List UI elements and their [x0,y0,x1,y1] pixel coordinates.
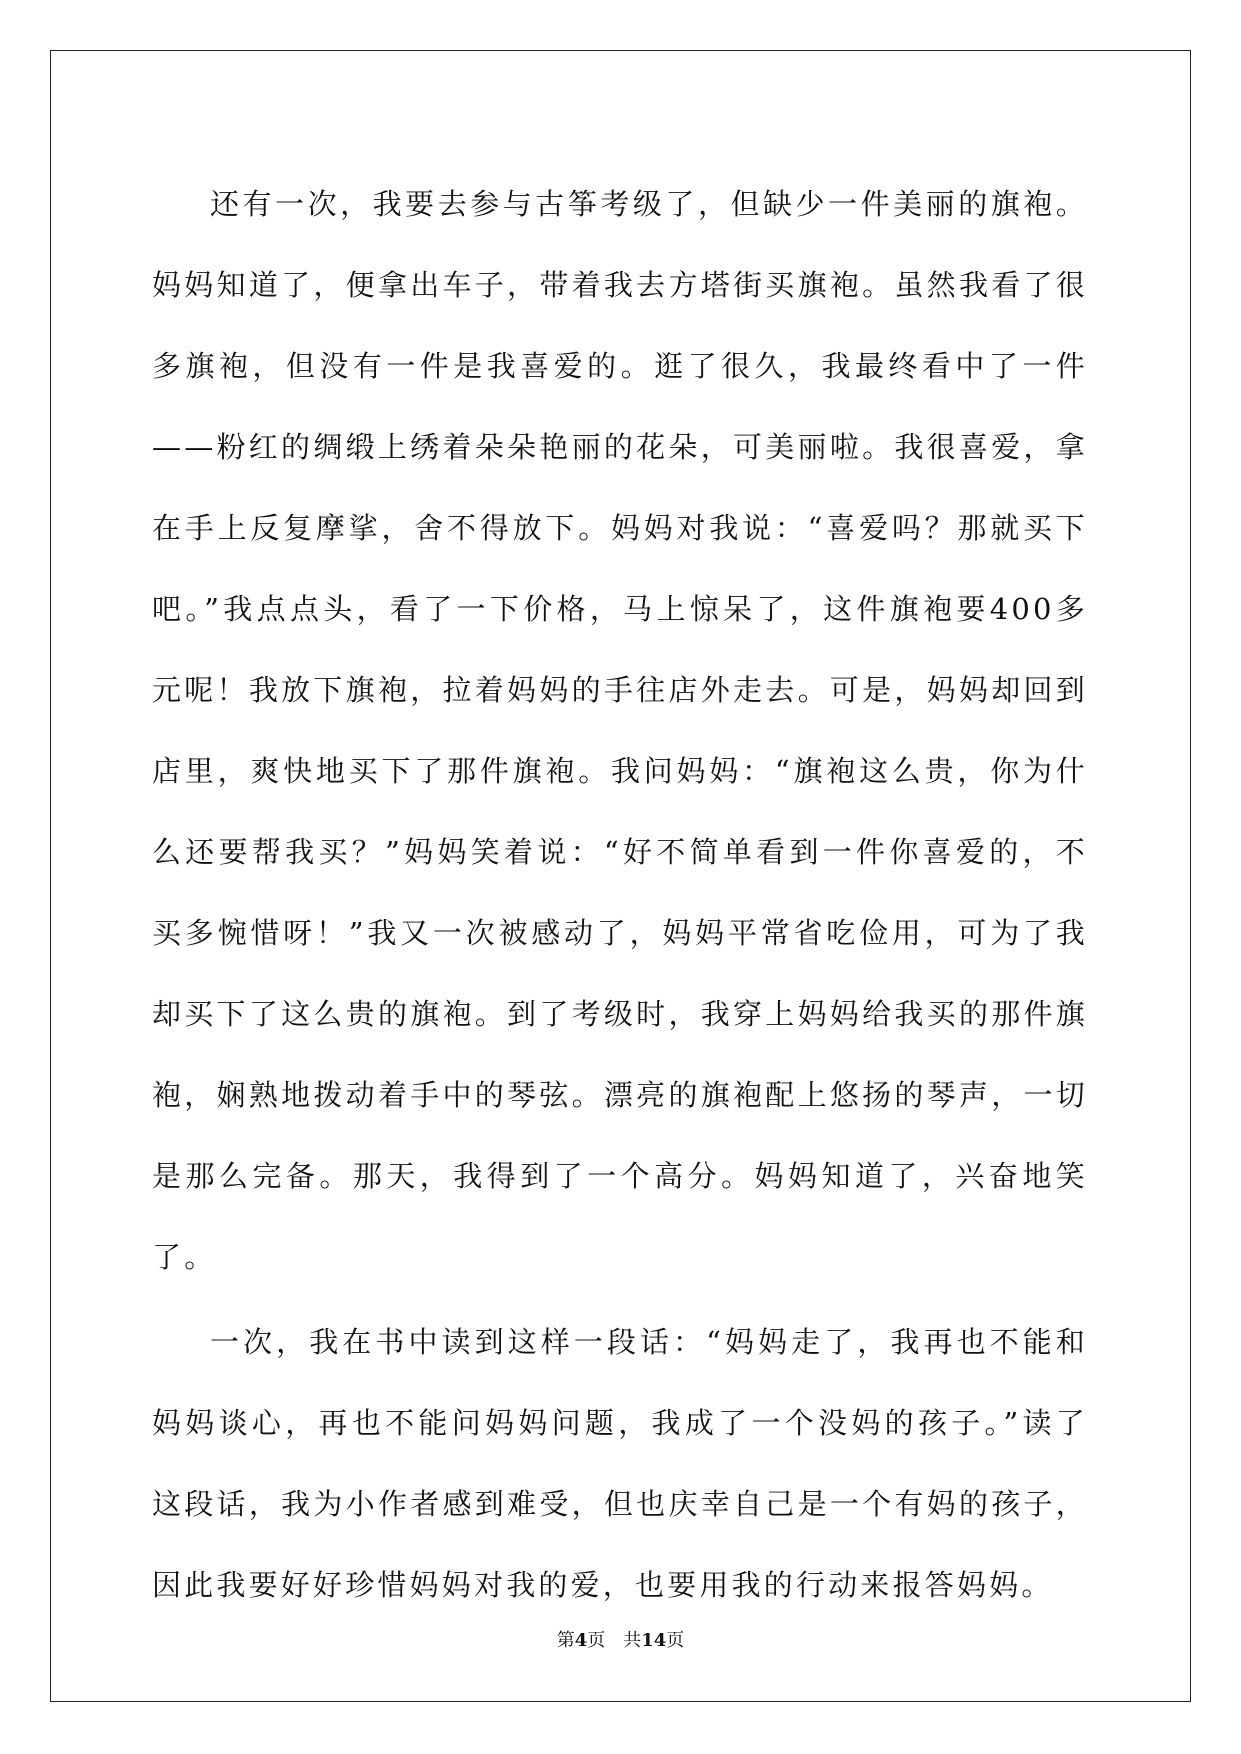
total-pages-number: 14 [641,1630,667,1651]
footer-suffix: 页 [666,1630,685,1651]
footer-prefix: 第 [556,1630,575,1651]
document-body [152,164,1088,1626]
paragraph-1: 还有一次，我要去参与古筝考级了，但缺少一件美丽的旗袍。妈妈知道了，便拿出车子，带着我去方塔街买旗袍。虽然我看了很多旗袍，但没有一件是我喜爱的。逛了很久，我最终看中了一件——粉红的绸缎上绣着朵朵艳丽的花朵，可美丽啦。我很喜爱，拿在手上反复摩挲，舍不得放下。妈妈对我说：“喜爱吗？那就买下吧。”我点点头，看了一下价格，马上惊呆了，这件旗袍要400多元呢！我放下旗袍，拉着妈妈的手往店外走去。可是，妈妈却回到店里，爽快地买下了那件旗袍。我问妈妈：“旗袍这么贵，你为什么还要帮我买？”妈妈笑着说：“好不简单看到一件你喜爱的，不买多惋惜呀！”我又一次被感动了，妈妈平常省吃俭用，可为了我却买下了这么贵的旗袍。到了考级时，我穿上妈妈给我买的那件旗袍，娴熟地拨动着手中的琴弦。漂亮的旗袍配上悠扬的琴声，一切是那么完备。那天，我得到了一个高分。妈妈知道了，兴奋地笑了。 [152,187,1088,1274]
footer-middle: 页 共 [587,1630,642,1651]
current-page-number: 4 [574,1630,588,1651]
page-footer [0,1626,1241,1652]
paragraph-2: 一次，我在书中读到这样一段话：“妈妈走了，我再也不能和妈妈谈心，再也不能问妈妈问题，我成了一个没妈的孩子。”读了这段话，我为小作者感到难受，但也庆幸自己是一个有妈的孩子，因此我要好好珍惜妈妈对我的爱，也要用我的行动来报答妈妈。 [152,1325,1088,1602]
